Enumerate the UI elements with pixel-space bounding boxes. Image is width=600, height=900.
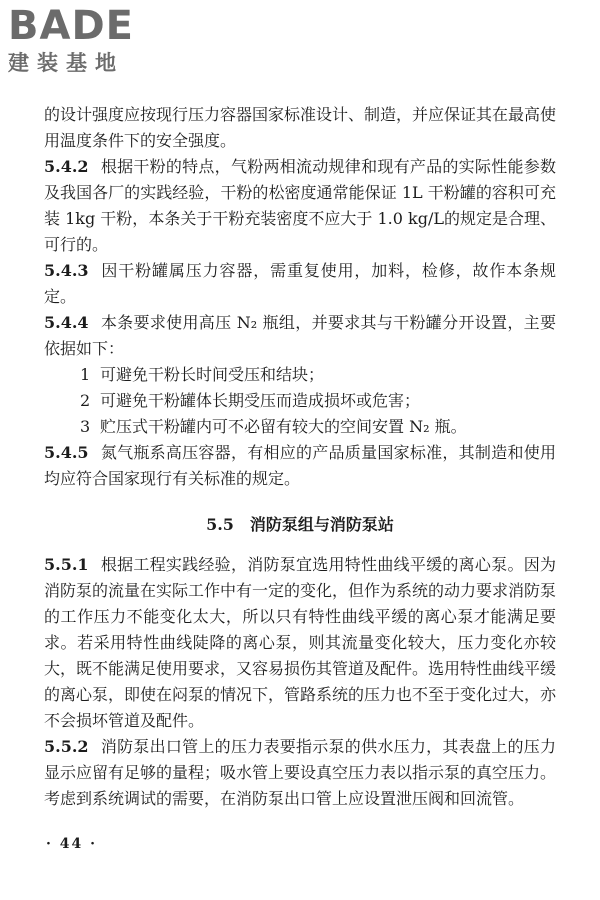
clause-number: 5.4.5: [44, 443, 89, 462]
watermark-subtitle: 建装基地: [8, 51, 124, 75]
list-item-text: 贮压式干粉罐内可不必留有较大的空间安置 N₂ 瓶。: [100, 417, 467, 436]
paragraph-continuation: 的设计强度应按现行压力容器国家标准设计、制造，并应保证其在最高使用温度条件下的安全强度。: [44, 105, 557, 150]
section-heading: [44, 512, 556, 538]
clause-number: 5.4.2: [44, 157, 89, 176]
clause-text: 氮气瓶系高压容器，有相应的产品质量国家标准，其制造和使用均应符合国家现行有关标准的规定。: [44, 443, 556, 488]
clause-text: 因干粉罐属压力容器，需重复使用，加料，检修，故作本条规定。: [44, 261, 556, 306]
watermark-logo: [8, 4, 134, 76]
list-item: [44, 362, 556, 388]
document-body: [44, 102, 556, 812]
clause-5-5-2: [44, 734, 556, 812]
list-item: [44, 414, 556, 440]
clause-5-4-2: [44, 154, 556, 258]
list-item-number: 3: [80, 417, 91, 436]
clause-number: 5.5.1: [44, 555, 89, 574]
clause-5-4-5: [44, 440, 556, 492]
clause-number: 5.4.3: [44, 261, 89, 280]
list-item-text: 可避免干粉罐体长期受压而造成损坏或危害；: [100, 391, 421, 410]
clause-number: 5.5.2: [44, 737, 89, 756]
list-item-text: 可避免干粉长时间受压和结块；: [100, 365, 325, 384]
clause-text: 根据干粉的特点，气粉两相流动规律和现有产品的实际性能参数及我国各厂的实践经验，干粉的松密度通常能保证 1L 干粉罐的容积可充装 1kg 干粉，本条关于干粉充装密度不应大于 1.0 kg/L的规定是合理、可行的。: [44, 157, 556, 254]
section-title: 消防泵组与消防泵站: [249, 515, 394, 534]
section-number: 5.5: [206, 515, 234, 534]
clause-5-4-4: [44, 310, 556, 362]
list-item-number: 1: [80, 365, 91, 384]
list-item: [44, 388, 556, 414]
clause-5-5-1: [44, 552, 556, 734]
list-item-number: 2: [80, 391, 91, 410]
clause-text: 本条要求使用高压 N₂ 瓶组，并要求其与干粉罐分开设置，主要依据如下：: [44, 313, 556, 358]
clause-text: 根据工程实践经验，消防泵宜选用特性曲线平缓的离心泵。因为消防泵的流量在实际工作中有一定的变化，但作为系统的动力要求消防泵的工作压力不能变化太大，所以只有特性曲线平缓的离心泵才能满足要求。若采用特性曲线陡降的离心泵，则其流量变化较大，压力变化亦较大，既不能满足使用要求，又容易损伤其管道及配件。选用特性曲线平缓的离心泵，即使在闷泵的情况下，管路系统的压力也不至于变化过大，亦不会损坏管道及配件。: [44, 555, 557, 730]
clause-5-4-3: [44, 258, 556, 310]
clause-number: 5.4.4: [44, 313, 89, 332]
clause-text: 消防泵出口管上的压力表要指示泵的供水压力，其表盘上的压力显示应留有足够的量程；吸水管上要设真空压力表以指示泵的真空压力。考虑到系统调试的需要，在消防泵出口管上应设置泄压阀和回流管。: [44, 737, 557, 808]
page-number: · 44 ·: [46, 836, 97, 852]
watermark-brand: BADE: [8, 3, 134, 49]
